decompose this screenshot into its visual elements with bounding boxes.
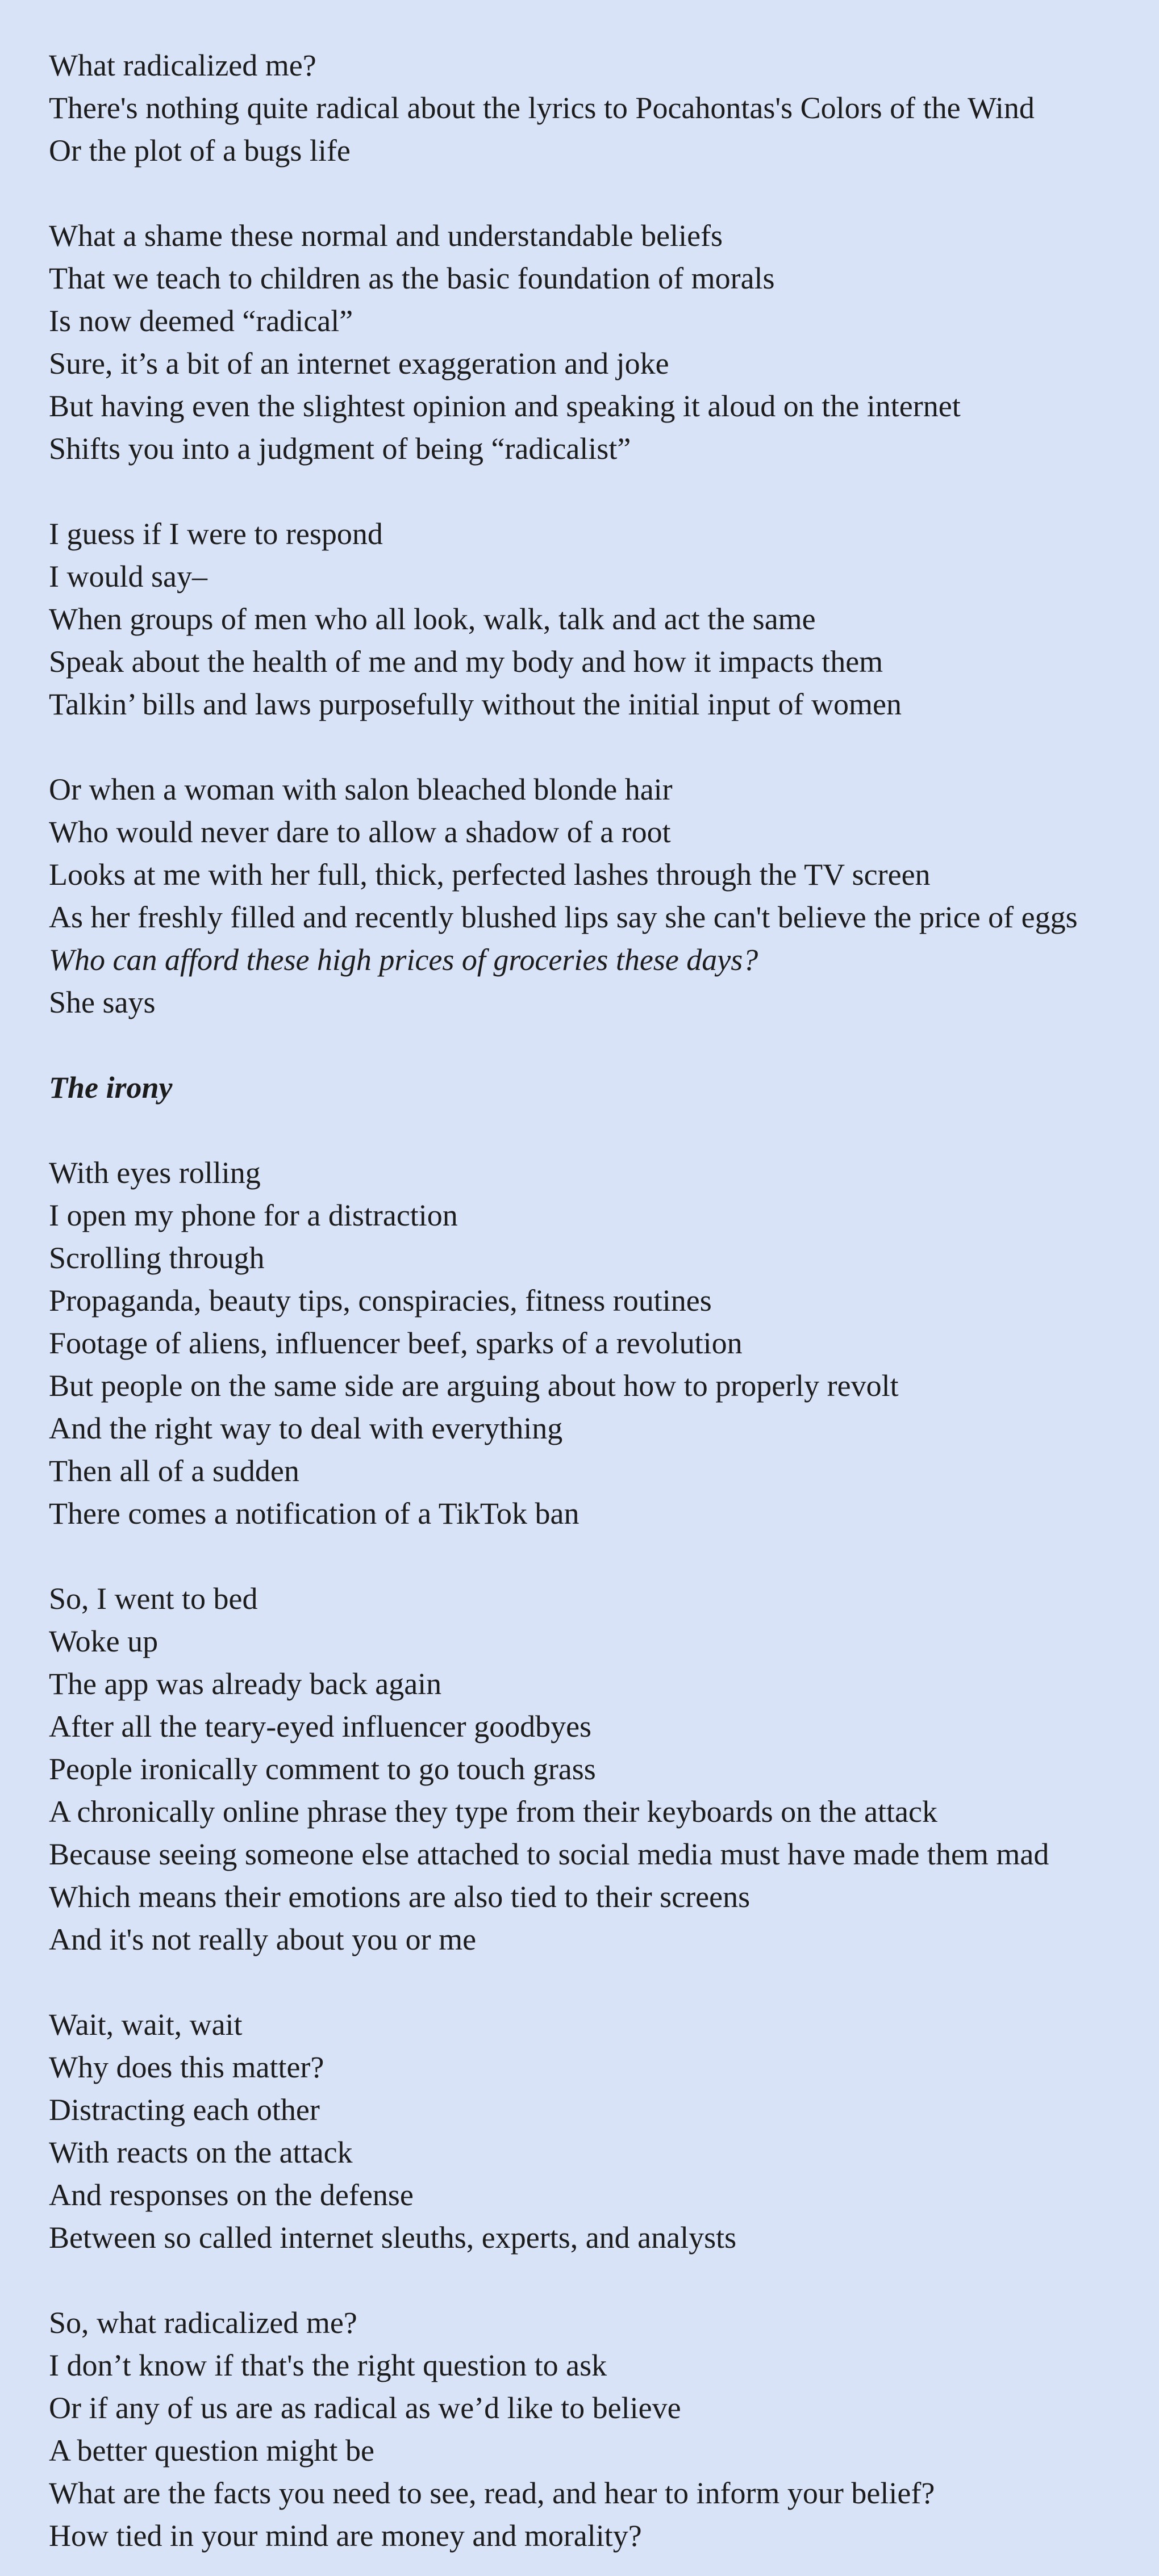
stanza (49, 1067, 1140, 1109)
poem-line: Footage of aliens, influencer beef, sparks of a revolution (49, 1326, 743, 1360)
poem-line: I open my phone for a distraction (49, 1198, 458, 1232)
poem-line: Because seeing someone else attached to social media must have made them mad (49, 1837, 1049, 1871)
stanza (49, 1578, 1140, 1961)
poem-line: But having even the slightest opinion and speaking it aloud on the internet (49, 389, 961, 423)
poem-line: Or the plot of a bugs life (49, 133, 351, 168)
poem-line: Then all of a sudden (49, 1454, 299, 1488)
poem-line: After all the teary-eyed influencer goodbyes (49, 1709, 592, 1743)
poem-line: I don’t know if that's the right question to ask (49, 2348, 607, 2382)
poem-line: What are the facts you need to see, read, and hear to inform your belief? (49, 2476, 935, 2510)
poem-line: That we teach to children as the basic foundation of morals (49, 261, 775, 295)
poem-line: Propaganda, beauty tips, conspiracies, fitness routines (49, 1283, 712, 1318)
poem-line: And the right way to deal with everything (49, 1411, 563, 1445)
poem-line: So, I went to bed (49, 1582, 258, 1616)
poem-line: Talkin’ bills and laws purposefully without the initial input of women (49, 687, 902, 721)
stanza (49, 2302, 1140, 2557)
poem-body (49, 44, 1140, 2557)
poem-line: Sure, it’s a bit of an internet exaggeration and joke (49, 346, 669, 380)
stanza (49, 768, 1140, 1024)
poem-line: She says (49, 985, 156, 1019)
poem-line: Distracting each other (49, 2093, 320, 2127)
poem-line: People ironically comment to go touch grass (49, 1752, 596, 1786)
poem-line: And it's not really about you or me (49, 1922, 477, 1956)
poem-line: How tied in your mind are money and morality? (49, 2519, 642, 2553)
poem-line: And responses on the defense (49, 2178, 414, 2212)
poem-line: As her freshly filled and recently blushed lips say she can't believe the price of eggs (49, 900, 1078, 934)
poem-line: There comes a notification of a TikTok ban (49, 1496, 580, 1530)
stanza (49, 44, 1140, 172)
poem-line: A chronically online phrase they type from their keyboards on the attack (49, 1795, 937, 1829)
poem-line: But people on the same side are arguing about how to properly revolt (49, 1369, 899, 1403)
poem-line: Looks at me with her full, thick, perfected lashes through the TV screen (49, 858, 931, 892)
poem-line: What a shame these normal and understandable beliefs (49, 219, 723, 253)
poem-line: Who would never dare to allow a shadow of a root (49, 815, 671, 849)
poem-line: So, what radicalized me? (49, 2306, 357, 2340)
poem-line: Speak about the health of me and my body and how it impacts them (49, 645, 883, 679)
poem-line: Who can afford these high prices of groceries these days? (49, 943, 758, 977)
poem-line: Between so called internet sleuths, experts, and analysts (49, 2220, 737, 2255)
poem-line: Why does this matter? (49, 2050, 324, 2084)
poem-line: There's nothing quite radical about the lyrics to Pocahontas's Colors of the Wind (49, 91, 1035, 125)
poem-line: I would say– (49, 559, 207, 593)
stanza (49, 1152, 1140, 1535)
poem-line: The app was already back again (49, 1667, 442, 1701)
poem-line: I guess if I were to respond (49, 517, 383, 551)
poem-line: Scrolling through (49, 1241, 265, 1275)
poem-line: A better question might be (49, 2433, 374, 2468)
stanza (49, 2004, 1140, 2259)
poem-line: Which means their emotions are also tied to their screens (49, 1880, 751, 1914)
poem-line: What radicalized me? (49, 48, 316, 82)
poem-line: When groups of men who all look, walk, talk and act the same (49, 602, 816, 636)
poem-line: Is now deemed “radical” (49, 304, 353, 338)
poem-line: With eyes rolling (49, 1156, 261, 1190)
poem-line: Or when a woman with salon bleached blonde hair (49, 772, 673, 806)
poem-line: Wait, wait, wait (49, 2008, 243, 2042)
poem-line: Or if any of us are as radical as we’d like to believe (49, 2391, 681, 2425)
poem-line: The irony (49, 1070, 173, 1105)
poem-line: With reacts on the attack (49, 2135, 353, 2169)
poem-line: Woke up (49, 1624, 159, 1658)
poem-line: Shifts you into a judgment of being “radicalist” (49, 432, 631, 466)
stanza (49, 513, 1140, 726)
stanza (49, 215, 1140, 470)
